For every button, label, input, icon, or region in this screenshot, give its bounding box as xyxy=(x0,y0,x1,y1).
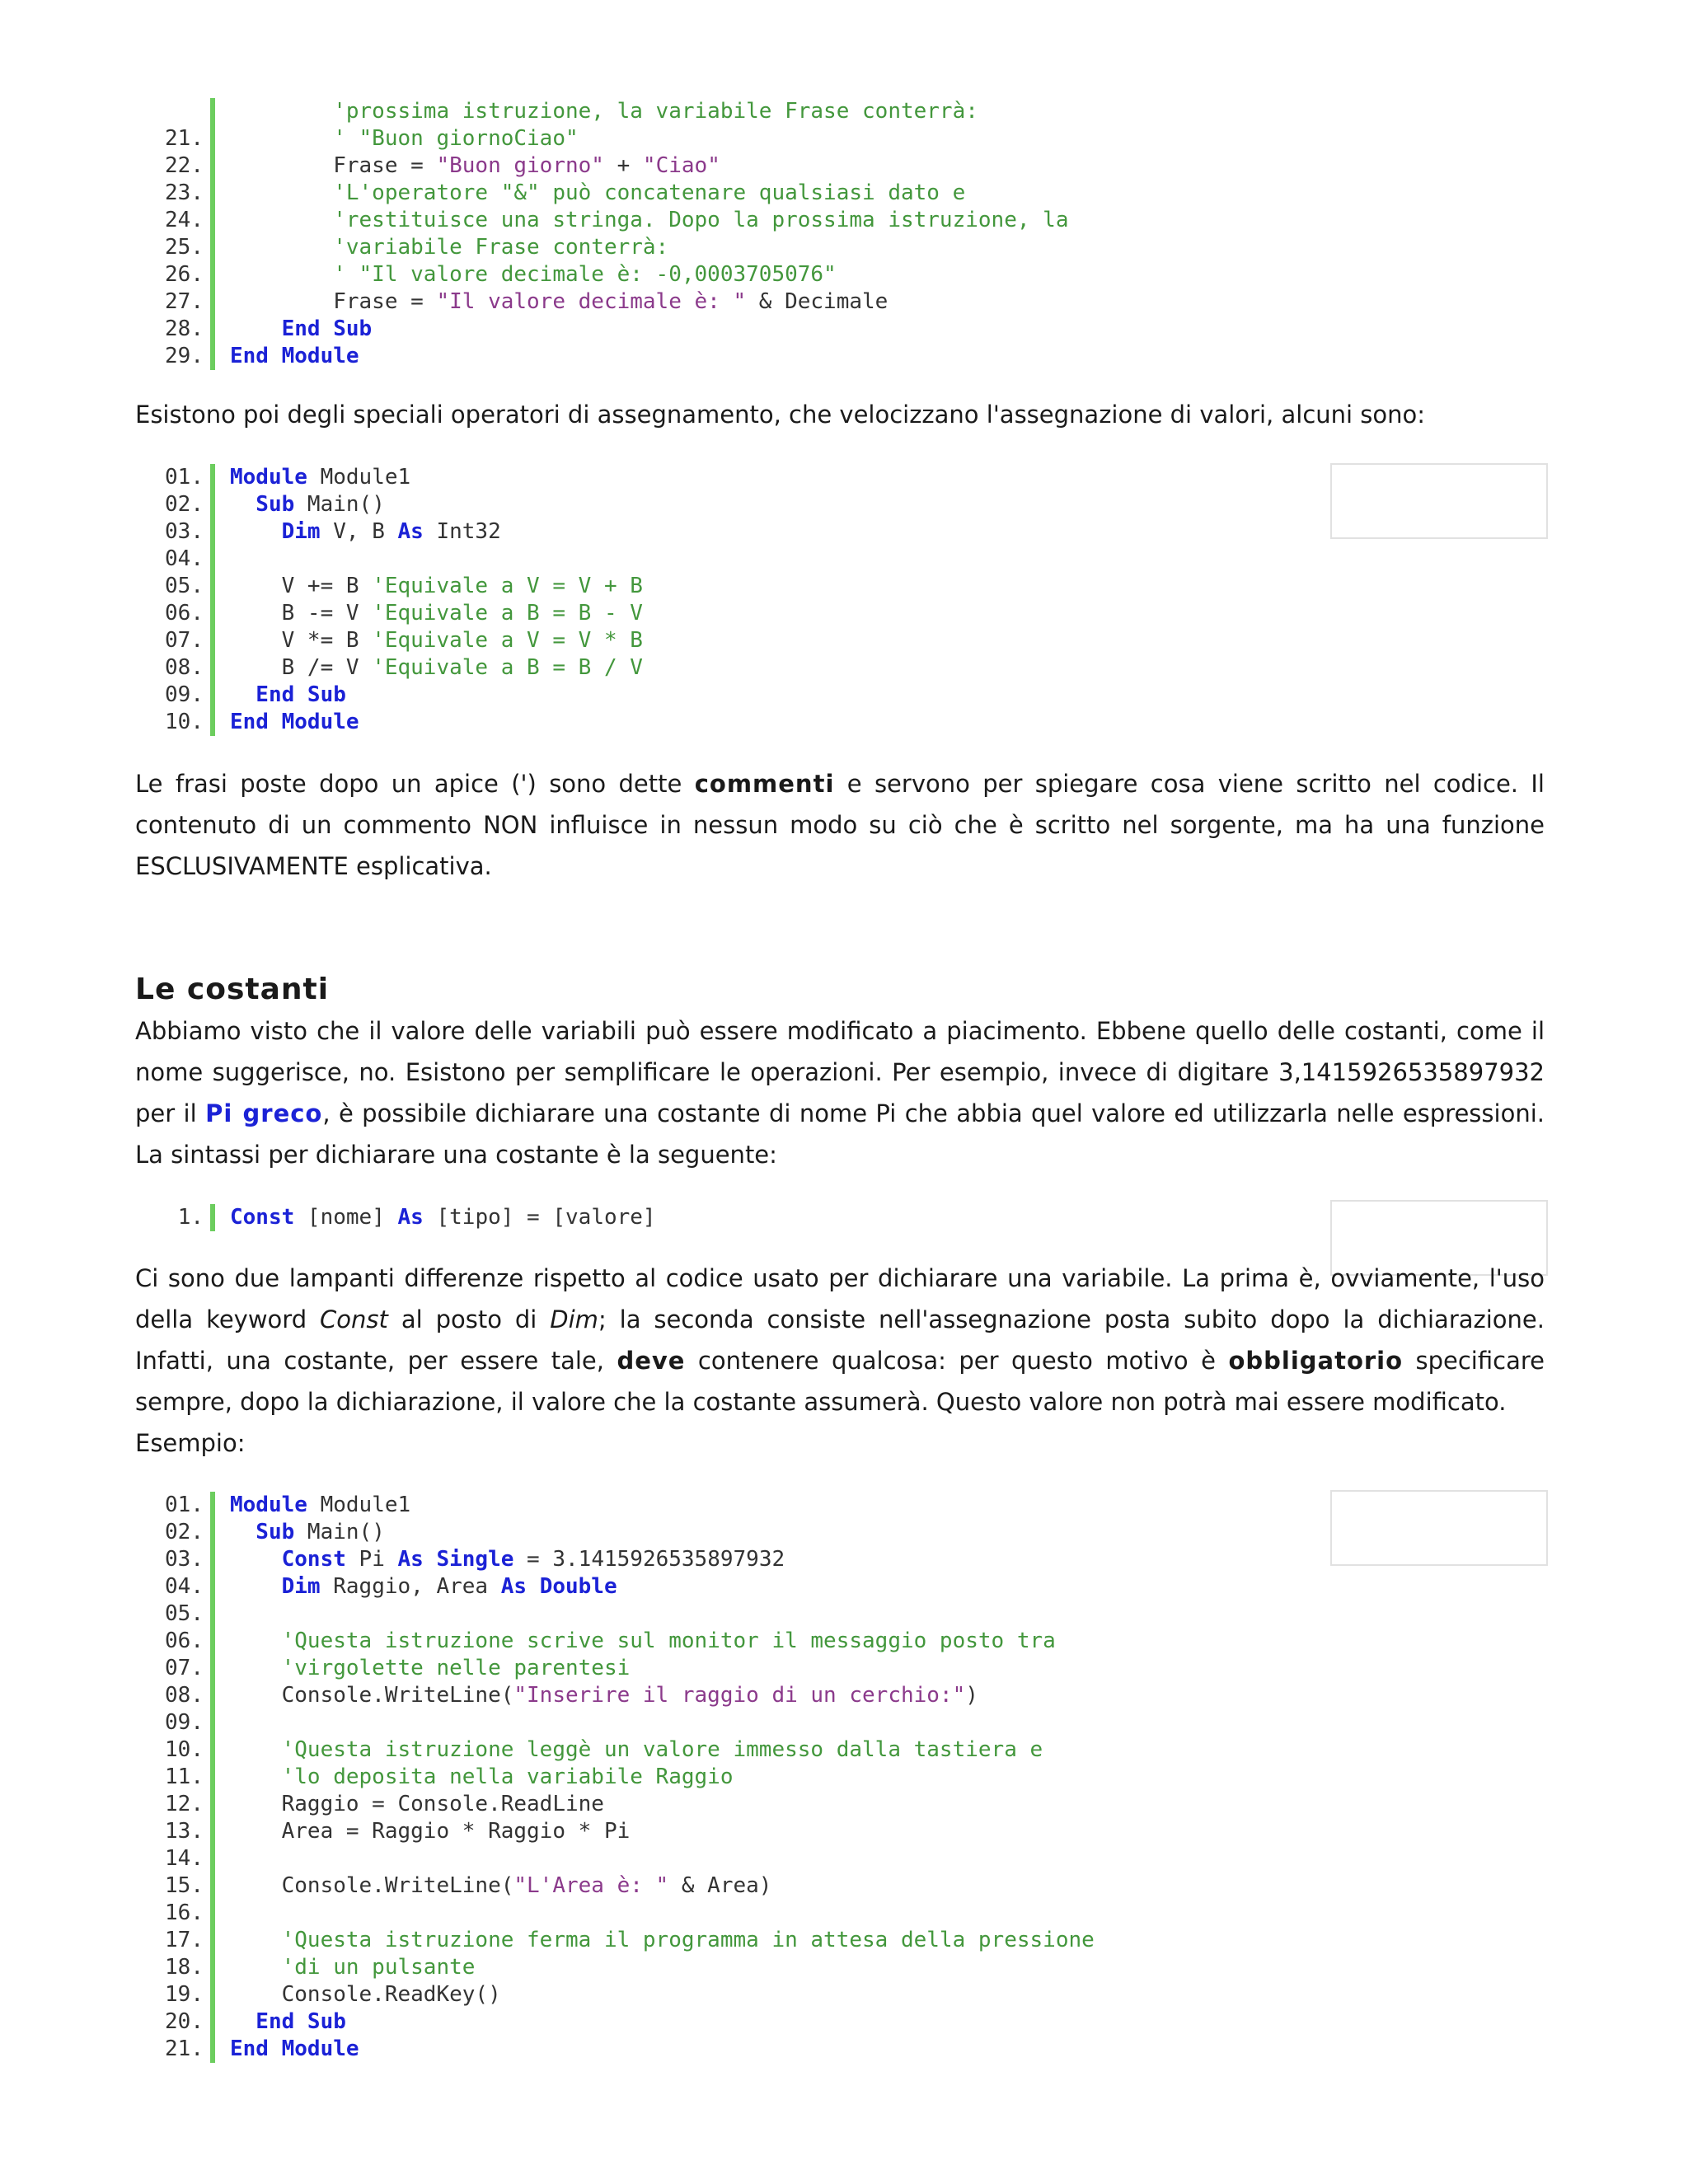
paragraph-assignment-operators: Esistono poi degli speciali operatori di assegnamento, che velocizzano l'assegnazione di valori, alcuni sono: xyxy=(135,401,1426,429)
gutter-bar xyxy=(210,682,215,709)
code-token: Raggio = Console.ReadLine xyxy=(230,1792,604,1816)
code-text xyxy=(230,1736,1043,1764)
code-token: V *= B xyxy=(230,628,373,653)
code-line xyxy=(128,1900,1545,1927)
line-number: 07. xyxy=(165,628,204,653)
code-token: 'restituisce una stringa. Dopo la prossima istruzione, la xyxy=(230,208,1069,232)
code-line xyxy=(128,288,1545,316)
line-number: 09. xyxy=(165,682,204,707)
gutter-bar xyxy=(210,1546,215,1573)
line-number: 14. xyxy=(165,1846,204,1871)
code-line xyxy=(128,1791,1545,1818)
code-token: Frase = xyxy=(230,153,437,178)
gutter-bar xyxy=(210,1954,215,1981)
gutter-bar xyxy=(210,1519,215,1546)
code-token: 'Equivale a V = V + B xyxy=(372,574,643,598)
code-block-string-ops xyxy=(128,98,1545,370)
gutter-bar xyxy=(210,1900,215,1927)
code-token: ) xyxy=(965,1683,978,1708)
code-token: End Sub xyxy=(230,316,373,341)
code-text xyxy=(230,682,346,709)
gutter-bar xyxy=(210,1845,215,1872)
code-token: Area = Raggio * Raggio * Pi xyxy=(230,1819,631,1844)
line-number: 08. xyxy=(165,655,204,680)
gutter-bar xyxy=(210,1655,215,1682)
code-line xyxy=(128,1601,1545,1628)
code-token: Sub xyxy=(230,1520,295,1544)
code-text xyxy=(230,1872,771,1900)
code-token: "Il valore decimale è: " xyxy=(436,289,747,314)
code-line xyxy=(128,234,1545,261)
code-token: As Single xyxy=(397,1547,514,1572)
code-token: 'Questa istruzione ferma il programma in attesa della pressione xyxy=(230,1928,1095,1952)
code-token: Main() xyxy=(294,1520,385,1544)
code-line xyxy=(128,1981,1545,2008)
gutter-bar xyxy=(210,2008,215,2036)
code-line xyxy=(128,316,1545,343)
code-text xyxy=(230,573,643,600)
code-token: "Ciao" xyxy=(642,153,720,178)
gutter-bar xyxy=(210,518,215,546)
code-token: 'Questa istruzione scrive sul monitor il messaggio posto tra xyxy=(230,1629,1056,1653)
code-token: Const xyxy=(230,1547,346,1572)
code-token: End Module xyxy=(230,344,359,368)
code-line xyxy=(128,1709,1545,1736)
line-number: 29. xyxy=(165,344,204,368)
gutter-bar xyxy=(210,316,215,343)
code-token: "Buon giorno" xyxy=(436,153,604,178)
gutter-bar xyxy=(210,343,215,370)
code-token: & Area) xyxy=(668,1873,772,1898)
line-number: 21. xyxy=(165,126,204,151)
code-text xyxy=(230,1546,785,1573)
code-token: 'L'operatore "&" può concatenare qualsiasi dato e xyxy=(230,180,966,205)
gutter-bar xyxy=(210,627,215,654)
code-token: Module1 xyxy=(307,465,411,490)
code-text xyxy=(230,600,643,627)
code-block-const-example xyxy=(128,1492,1545,2063)
code-line xyxy=(128,1818,1545,1845)
line-number: 16. xyxy=(165,1900,204,1925)
line-number: 18. xyxy=(165,1955,204,1980)
line-number: 08. xyxy=(165,1683,204,1708)
code-token: & Decimale xyxy=(746,289,889,314)
gutter-bar xyxy=(210,573,215,600)
line-number: 13. xyxy=(165,1819,204,1844)
code-token: Main() xyxy=(294,492,385,517)
gutter-bar xyxy=(210,1764,215,1791)
code-token: Dim xyxy=(230,519,321,544)
line-number: 06. xyxy=(165,1629,204,1653)
code-text xyxy=(230,2008,346,2036)
gutter-bar xyxy=(210,1601,215,1628)
gutter-bar xyxy=(210,1736,215,1764)
paragraph-comments: Le frasi poste dopo un apice (') sono dette commenti e servono per spiegare cosa viene scritto nel codice. Il contenuto di un commento NON influisce in nessun modo su ciò che è scritto nel sorgente, ma ha una funzione ESCLUSIVAMENTE esplicativa. xyxy=(135,770,1545,880)
code-line xyxy=(128,627,1545,654)
code-line xyxy=(128,2008,1545,2036)
line-number: 10. xyxy=(165,710,204,734)
code-token: 'prossima istruzione, la variabile Frase conterrà: xyxy=(230,99,978,124)
gutter-bar xyxy=(210,2036,215,2063)
line-number: 28. xyxy=(165,316,204,341)
code-line xyxy=(128,1927,1545,1954)
code-token: + xyxy=(603,153,643,178)
code-token: Module1 xyxy=(307,1493,411,1517)
code-line xyxy=(128,1655,1545,1682)
code-line xyxy=(128,152,1545,180)
gutter-bar xyxy=(210,1927,215,1954)
code-token: As xyxy=(397,519,424,544)
code-text xyxy=(230,152,720,180)
gutter-bar xyxy=(210,709,215,736)
line-number: 26. xyxy=(165,262,204,287)
code-token: Module xyxy=(230,465,307,490)
code-text xyxy=(230,261,837,288)
gutter-bar xyxy=(210,1573,215,1601)
code-line xyxy=(128,1764,1545,1791)
code-token: End Module xyxy=(230,2036,359,2061)
code-text xyxy=(230,1791,604,1818)
line-number: 27. xyxy=(165,289,204,314)
code-text xyxy=(230,464,410,491)
gutter-bar xyxy=(210,654,215,682)
code-token: End Sub xyxy=(230,682,346,707)
code-token: 'di un pulsante xyxy=(230,1955,476,1980)
code-text xyxy=(230,1204,656,1231)
code-line xyxy=(128,343,1545,370)
code-line xyxy=(128,1845,1545,1872)
code-token: B /= V xyxy=(230,655,373,680)
code-line xyxy=(128,2036,1545,2063)
line-number: 10. xyxy=(165,1737,204,1762)
code-token: 'Questa istruzione leggè un valore immesso dalla tastiera e xyxy=(230,1737,1043,1762)
line-number: 09. xyxy=(165,1710,204,1735)
code-text xyxy=(230,1628,1056,1655)
line-number: 04. xyxy=(165,546,204,571)
gutter-bar xyxy=(210,1628,215,1655)
code-line xyxy=(128,1736,1545,1764)
gutter-bar xyxy=(210,1204,215,1231)
code-text xyxy=(230,125,579,152)
gutter-bar xyxy=(210,1709,215,1736)
gutter-bar xyxy=(210,546,215,573)
gutter-bar xyxy=(210,491,215,518)
line-number: 06. xyxy=(165,601,204,626)
line-number: 05. xyxy=(165,1601,204,1626)
gutter-bar xyxy=(210,1682,215,1709)
line-number: 25. xyxy=(165,235,204,260)
paragraph-differenze: Ci sono due lampanti differenze rispetto al codice usato per dichiarare una variabile. La prima è, ovviamente, l'uso della keyword Const al posto di Dim; la seconda consiste nell'assegnazione posta subito dopo la dichiarazione. Infatti, una costante, per essere tale, deve contenere qualcosa: per questo motivo è obbligatorio specificare sempre, dopo la dichiarazione, il valore che la costante assumerà. Questo valore non potrà mai essere modificato. xyxy=(135,1264,1545,1416)
code-token: 'lo deposita nella variabile Raggio xyxy=(230,1765,734,1789)
code-token: As xyxy=(397,1205,424,1230)
gutter-bar xyxy=(210,600,215,627)
code-line xyxy=(128,125,1545,152)
code-line xyxy=(128,546,1545,573)
code-line xyxy=(128,207,1545,234)
code-text xyxy=(230,654,643,682)
paragraph-costanti-intro: Abbiamo visto che il valore delle variabili può essere modificato a piacimento. Ebbene quello delle costanti, come il nome suggerisce, no. Esistono per semplificare le operazioni. Per esempio, invece di digitare 3,1415926535897932 per il Pi greco, è possibile dichiarare una costante di nome Pi che abbia quel valore ed utilizzarla nelle espressioni. La sintassi per dichiarare una costante è la seguente: xyxy=(135,1017,1545,1169)
code-text xyxy=(230,207,1068,234)
gutter-bar xyxy=(210,234,215,261)
gutter-bar xyxy=(210,180,215,207)
code-text xyxy=(230,518,501,546)
code-token: = 3.1415926535897932 xyxy=(513,1547,785,1572)
line-number: 07. xyxy=(165,1656,204,1680)
code-token: Int32 xyxy=(423,519,501,544)
code-token: V, B xyxy=(320,519,398,544)
line-number: 04. xyxy=(165,1574,204,1599)
code-token: [tipo] = [valore] xyxy=(423,1205,656,1230)
code-text xyxy=(230,180,965,207)
line-number: 12. xyxy=(165,1792,204,1816)
gutter-bar xyxy=(210,1791,215,1818)
code-line xyxy=(128,1573,1545,1601)
line-number: 23. xyxy=(165,180,204,205)
code-text xyxy=(230,1764,733,1791)
code-text xyxy=(230,1818,630,1845)
code-line xyxy=(128,1628,1545,1655)
code-text xyxy=(230,1682,978,1709)
code-token: 'virgolette nelle parentesi xyxy=(230,1656,631,1680)
bold-term-commenti: commenti xyxy=(694,770,835,798)
code-line xyxy=(128,1954,1545,1981)
code-text xyxy=(230,1519,385,1546)
code-token: [nome] xyxy=(294,1205,398,1230)
gutter-bar xyxy=(210,1492,215,1519)
gutter-bar xyxy=(210,207,215,234)
code-text xyxy=(230,98,978,125)
line-number xyxy=(128,98,210,125)
copy-code-button[interactable] xyxy=(1330,1490,1548,1566)
code-token: B -= V xyxy=(230,601,373,626)
code-text xyxy=(230,343,359,370)
code-token: Const xyxy=(230,1205,295,1230)
code-token: Module xyxy=(230,1493,307,1517)
code-line xyxy=(128,682,1545,709)
line-number: 02. xyxy=(165,492,204,517)
code-text xyxy=(230,288,888,316)
code-text xyxy=(230,1981,501,2008)
code-line xyxy=(128,600,1545,627)
line-number: 22. xyxy=(165,153,204,178)
line-number: 05. xyxy=(165,574,204,598)
line-number: 03. xyxy=(165,519,204,544)
code-token: Raggio, Area xyxy=(320,1574,501,1599)
code-token: 'variabile Frase conterrà: xyxy=(230,235,669,260)
gutter-bar xyxy=(210,1981,215,2008)
code-token: Frase = xyxy=(230,289,437,314)
code-token: "Inserire il raggio di un cerchio:" xyxy=(513,1683,966,1708)
code-text xyxy=(230,709,359,736)
code-text xyxy=(230,2036,359,2063)
line-number: 21. xyxy=(165,2036,204,2061)
code-text xyxy=(230,1492,410,1519)
line-number: 01. xyxy=(165,465,204,490)
code-token: 'Equivale a V = V * B xyxy=(372,628,643,653)
line-number: 17. xyxy=(165,1928,204,1952)
gutter-bar xyxy=(210,1872,215,1900)
code-token: V += B xyxy=(230,574,373,598)
code-line xyxy=(128,709,1545,736)
line-number: 19. xyxy=(165,1982,204,2007)
code-token: Dim xyxy=(230,1574,321,1599)
code-text xyxy=(230,1573,617,1601)
section-heading-costanti: Le costanti xyxy=(135,972,330,1006)
code-token: 'Equivale a B = B - V xyxy=(372,601,643,626)
code-text xyxy=(230,491,385,518)
code-line xyxy=(128,573,1545,600)
code-token: 'Equivale a B = B / V xyxy=(372,655,643,680)
code-line xyxy=(128,98,1545,125)
gutter-bar xyxy=(210,288,215,316)
line-number: 03. xyxy=(165,1547,204,1572)
line-number: 01. xyxy=(165,1493,204,1517)
code-token: End Module xyxy=(230,710,359,734)
code-token: Pi xyxy=(345,1547,398,1572)
code-token: ' "Buon giornoCiao" xyxy=(230,126,579,151)
code-token: End Sub xyxy=(230,2009,346,2034)
code-token: "L'Area è: " xyxy=(513,1873,669,1898)
gutter-bar xyxy=(210,125,215,152)
line-number: 1. xyxy=(177,1205,204,1230)
code-token: Console.WriteLine( xyxy=(230,1683,514,1708)
copy-code-button[interactable] xyxy=(1330,463,1548,539)
code-line xyxy=(128,261,1545,288)
line-number: 20. xyxy=(165,2009,204,2034)
code-token: As Double xyxy=(500,1574,617,1599)
code-text xyxy=(230,1655,630,1682)
code-token: ' "Il valore decimale è: -0,0003705076" xyxy=(230,262,837,287)
code-text xyxy=(230,316,372,343)
line-number: 15. xyxy=(165,1873,204,1898)
code-line xyxy=(128,1872,1545,1900)
gutter-bar xyxy=(210,98,215,125)
gutter-bar xyxy=(210,152,215,180)
code-text xyxy=(230,1927,1095,1954)
gutter-bar xyxy=(210,464,215,491)
code-token: Console.WriteLine( xyxy=(230,1873,514,1898)
link-pi-greco[interactable]: Pi greco xyxy=(205,1099,323,1127)
code-line xyxy=(128,180,1545,207)
code-text xyxy=(230,234,668,261)
code-text xyxy=(230,1954,475,1981)
code-line xyxy=(128,654,1545,682)
code-line xyxy=(128,1682,1545,1709)
code-text xyxy=(230,627,643,654)
code-token: Sub xyxy=(230,492,295,517)
line-number: 02. xyxy=(165,1520,204,1544)
code-token: Console.ReadKey() xyxy=(230,1982,501,2007)
gutter-bar xyxy=(210,261,215,288)
line-number: 24. xyxy=(165,208,204,232)
line-number: 11. xyxy=(165,1765,204,1789)
gutter-bar xyxy=(210,1818,215,1845)
paragraph-esempio: Esempio: xyxy=(135,1429,246,1457)
